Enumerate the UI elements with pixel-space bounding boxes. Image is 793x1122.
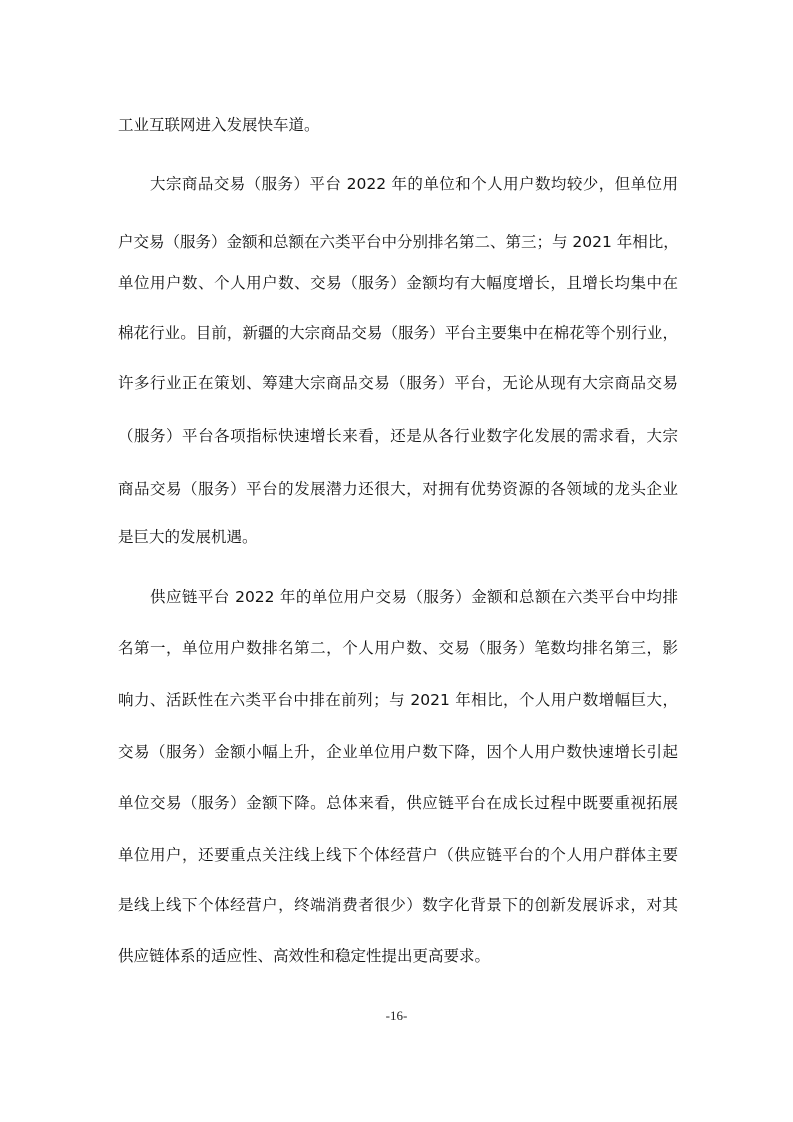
page-number: -16- [385,1008,408,1023]
paragraph-first-line: 供应链平台 2022 年的单位用户交易（服务）金额和总额在六类平台中均排 [150,588,678,606]
text-line: 是线上线下个体经营户，终端消费者很少）数字化背景下的创新发展诉求，对其 [118,896,678,914]
text-line: 名第一，单位用户数排名第二，个人用户数、交易（服务）笔数均排名第三，影 [118,639,678,657]
text-line: （服务）平台各项指标快速增长来看，还是从各行业数字化发展的需求看，大宗 [118,427,678,445]
text-line: 响力、活跃性在六类平台中排在前列；与 2021 年相比，个人用户数增幅巨大， [118,691,678,709]
text-line: 许多行业正在策划、筹建大宗商品交易（服务）平台，无论从现有大宗商品交易 [118,374,678,392]
text-line: 单位交易（服务）金额下降。总体来看，供应链平台在成长过程中既要重视拓展 [118,794,678,812]
paragraph-first-line: 大宗商品交易（服务）平台 2022 年的单位和个人用户数均较少，但单位用 [150,175,678,193]
text-line: 单位用户，还要重点关注线上线下个体经营户（供应链平台的个人用户群体主要 [118,846,678,864]
text-line: 户交易（服务）金额和总额在六类平台中分别排名第二、第三；与 2021 年相比， [118,233,679,251]
text-line: 单位用户数、个人用户数、交易（服务）金额均有大幅度增长，且增长均集中在 [118,274,678,292]
text-line: 棉花行业。目前，新疆的大宗商品交易（服务）平台主要集中在棉花等个别行业， [118,324,678,342]
text-line: 供应链体系的适应性、高效性和稳定性提出更高要求。 [118,947,491,965]
text-line: 商品交易（服务）平台的发展潜力还很大，对拥有优势资源的各领域的龙头企业 [118,480,678,498]
text-line: 交易（服务）金额小幅上升，企业单位用户数下降，因个人用户数快速增长引起 [118,743,678,761]
text-line: 是巨大的发展机遇。 [118,528,258,546]
text-line: 工业互联网进入发展快车道。 [118,116,320,134]
